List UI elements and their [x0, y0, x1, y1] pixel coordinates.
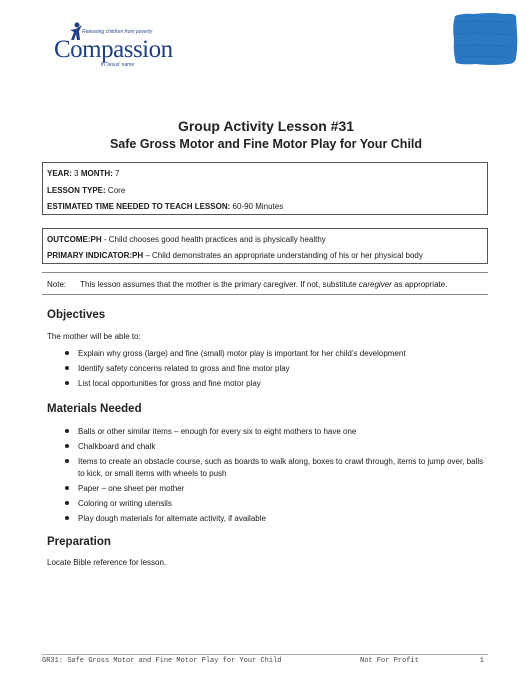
logo-tagline: Releasing children from poverty — [82, 29, 153, 35]
note-text — [47, 280, 447, 289]
objectives-intro: The mother will be able to: — [47, 332, 141, 341]
list-item: Identify safety concerns related to gross and fine motor play — [47, 363, 487, 375]
note-bottom-rule — [42, 294, 488, 295]
note-text-after: as appropriate. — [391, 280, 448, 289]
indicator-row — [47, 248, 483, 264]
note-text-before: This lesson assumes that the mother is the primary caregiver. If not, substitute — [80, 280, 359, 289]
blue-paint-square — [452, 12, 518, 66]
footer-middle: Not For Profit — [360, 657, 419, 665]
lesson-type-value: Core — [107, 185, 126, 195]
footer-left: GR31: Safe Gross Motor and Fine Motor Play for Your Child — [42, 657, 282, 665]
logo-subline: in Jesus' name — [101, 62, 135, 68]
page-number: 1 — [479, 657, 484, 665]
list-item: List local opportunities for gross and fine motor play — [47, 378, 487, 390]
compassion-logo — [54, 22, 174, 72]
list-item: Balls or other similar items – enough for every six to eight mothers to have one — [47, 426, 487, 438]
lesson-type-label: LESSON TYPE: — [47, 185, 106, 195]
list-item: Chalkboard and chalk — [47, 441, 487, 453]
month-label: MONTH: — [80, 169, 113, 178]
list-item: Items to create an obstacle course, such as boards to walk along, boxes to crawl through, items to jump over, balls to kick, or small items with wheels to push — [47, 456, 487, 479]
note-label: Note: — [47, 280, 67, 289]
outcome-row — [47, 232, 483, 248]
objectives-list — [47, 348, 487, 394]
time-row — [47, 199, 483, 216]
objectives-heading: Objectives — [47, 309, 106, 321]
month-value: 7 — [115, 169, 120, 178]
indicator-label: PRIMARY INDICATOR:PH — [47, 250, 144, 260]
time-value: 60-90 Minutes — [232, 202, 284, 211]
materials-list — [47, 426, 487, 529]
year-label: YEAR: — [47, 169, 72, 178]
logo-wordmark: Compassion — [54, 36, 173, 63]
note-top-rule — [42, 272, 488, 273]
note-italic: caregiver — [358, 280, 392, 289]
footer-rule — [42, 654, 488, 655]
list-item: Explain why gross (large) and fine (small) motor play is important for her child’s development — [47, 348, 487, 360]
preparation-heading: Preparation — [47, 536, 111, 548]
list-item: Coloring or writing utensils — [47, 498, 487, 510]
lesson-info-box — [42, 162, 488, 215]
outcome-label: OUTCOME:PH — [47, 235, 102, 244]
lesson-type-row — [47, 183, 483, 200]
indicator-text: – Child demonstrates an appropriate understanding of his or her physical body — [143, 250, 423, 260]
materials-heading: Materials Needed — [47, 403, 142, 415]
year-month-row — [47, 166, 483, 183]
lesson-subtitle: Safe Gross Motor and Fine Motor Play for Your Child — [109, 137, 423, 151]
list-item: Play dough materials for alternate activity, if available — [47, 513, 487, 525]
lesson-title: Group Activity Lesson #31 — [177, 118, 355, 134]
year-value: 3 — [74, 169, 79, 178]
outcome-text: - Child chooses good health practices and is physically healthy — [101, 235, 326, 244]
page-footer — [42, 657, 488, 665]
list-item: Paper – one sheet per mother — [47, 483, 487, 495]
time-label: ESTIMATED TIME NEEDED TO TEACH LESSON: — [47, 202, 231, 211]
preparation-text: Locate Bible reference for lesson. — [47, 558, 167, 567]
outcome-box — [42, 228, 488, 264]
